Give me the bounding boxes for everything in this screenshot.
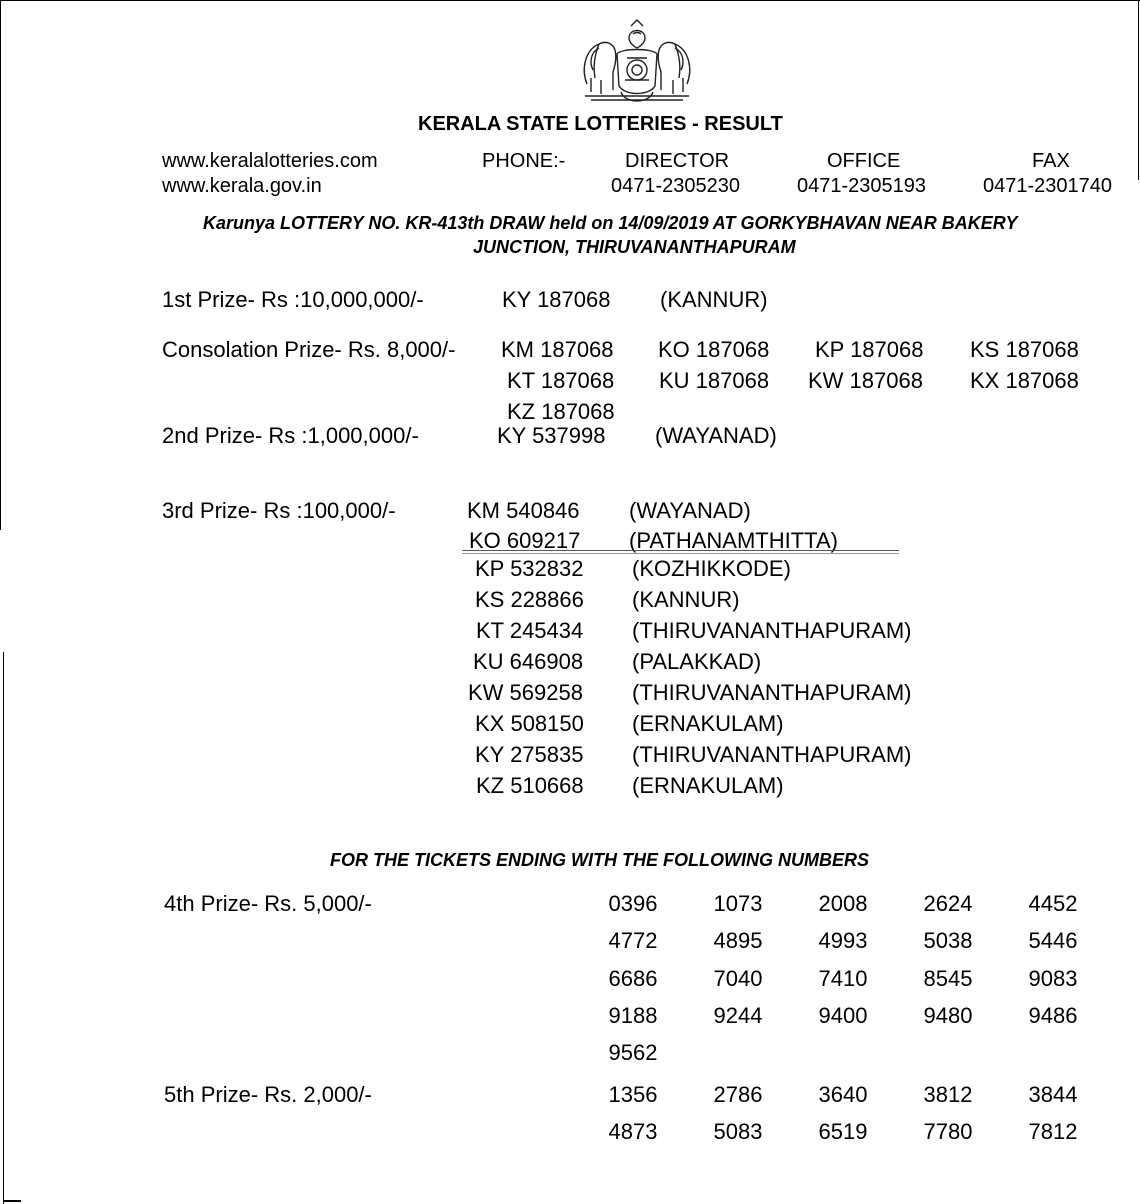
- consolation-ticket: KW 187068: [808, 368, 923, 393]
- ending-number: 3812: [923, 1082, 973, 1107]
- third-prize-ticket: KM 540846: [467, 498, 580, 523]
- ending-number: 2786: [713, 1082, 763, 1107]
- ending-number: 6519: [818, 1119, 868, 1145]
- first-prize-label: 1st Prize- Rs :10,000,000/-: [162, 287, 424, 312]
- third-prize-ticket: KW 569258: [468, 680, 583, 705]
- draw-info-line-1: Karunya LOTTERY NO. KR-413th DRAW held on 14/09/2019 AT GORKYBHAVAN NEAR BAKERY: [203, 213, 1018, 233]
- director-phone: 0471-2305230: [611, 175, 741, 197]
- page-border-left: [0, 0, 1, 530]
- ending-number: 9188: [608, 1002, 658, 1028]
- consolation-ticket: KX 187068: [970, 368, 1079, 393]
- ending-number: 4452: [1028, 891, 1078, 916]
- second-prize-place: (WAYANAD): [655, 423, 777, 448]
- ending-number: 2008: [818, 891, 868, 916]
- consolation-ticket: KZ 187068: [507, 399, 615, 424]
- ending-number: 9400: [818, 1002, 868, 1028]
- third-prize-place: (KOZHIKKODE): [632, 556, 791, 581]
- second-prize-ticket: KY 537998: [497, 423, 606, 448]
- divider-line: [462, 550, 899, 554]
- office-label: OFFICE: [827, 150, 901, 172]
- fax-label: FAX: [1032, 150, 1070, 172]
- ending-number: 9562: [608, 1040, 658, 1066]
- third-prize-label: 3rd Prize- Rs :100,000/-: [162, 498, 396, 523]
- third-prize-place: (ERNAKULAM): [632, 711, 784, 736]
- third-prize-ticket: KY 275835: [475, 742, 584, 767]
- consolation-ticket: KP 187068: [815, 337, 924, 362]
- first-prize-place: (KANNUR): [660, 287, 768, 312]
- director-label: DIRECTOR: [625, 150, 730, 172]
- kerala-emblem-icon: [577, 14, 697, 110]
- ending-number: 2624: [923, 891, 973, 916]
- ending-number: 4993: [818, 928, 868, 954]
- endings-heading: FOR THE TICKETS ENDING WITH THE FOLLOWING NUMBERS: [330, 850, 869, 870]
- ending-number: 1073: [713, 891, 763, 916]
- page-border-top: [0, 0, 1140, 1]
- phone-label: PHONE:-: [482, 150, 566, 172]
- page-border-corner: [3, 1200, 21, 1202]
- page-title: KERALA STATE LOTTERIES - RESULT: [418, 113, 783, 135]
- ending-number: 9480: [923, 1002, 973, 1028]
- ending-number: 9083: [1028, 965, 1078, 991]
- third-prize-ticket: KP 532832: [475, 556, 584, 581]
- ending-number: 4772: [608, 928, 658, 954]
- ending-number: 5038: [923, 928, 973, 954]
- ending-number: 3640: [818, 1082, 868, 1107]
- draw-info-line-2: JUNCTION, THIRUVANANTHAPURAM: [473, 237, 796, 257]
- second-prize-label: 2nd Prize- Rs :1,000,000/-: [162, 423, 419, 448]
- ending-number: 9244: [713, 1002, 763, 1028]
- third-prize-ticket: KX 508150: [475, 711, 584, 736]
- fifth-prize-label: 5th Prize- Rs. 2,000/-: [164, 1082, 372, 1107]
- third-prize-place: (THIRUVANANTHAPURAM): [632, 618, 912, 643]
- fax-number: 0471-2301740: [983, 175, 1113, 197]
- consolation-ticket: KO 187068: [658, 337, 770, 362]
- ending-number: 8545: [923, 965, 973, 991]
- third-prize-ticket: KO 609217: [469, 528, 581, 553]
- third-prize-place: (THIRUVANANTHAPURAM): [632, 742, 912, 767]
- page-border-left-lower: [3, 652, 4, 1204]
- third-prize-place: (PALAKKAD): [632, 649, 762, 674]
- ending-number: 9486: [1028, 1002, 1078, 1028]
- third-prize-place: (WAYANAD): [629, 498, 751, 523]
- ending-number: 6686: [608, 965, 658, 991]
- third-prize-place: (THIRUVANANTHAPURAM): [632, 680, 912, 705]
- third-prize-ticket: KT 245434: [476, 618, 584, 643]
- ending-number: 4895: [713, 928, 763, 954]
- third-prize-ticket: KU 646908: [473, 649, 584, 674]
- third-prize-place: (KANNUR): [632, 587, 740, 612]
- ending-number: 0396: [608, 891, 658, 916]
- first-prize-ticket: KY 187068: [502, 287, 611, 312]
- ending-number: 7812: [1028, 1119, 1078, 1145]
- third-prize-place: (PATHANAMTHITTA): [629, 528, 838, 553]
- ending-number: 7410: [818, 965, 868, 991]
- consolation-ticket: KM 187068: [501, 337, 614, 362]
- ending-number: 3844: [1028, 1082, 1078, 1107]
- page-border-right: [1138, 0, 1139, 180]
- website-link-2[interactable]: www.kerala.gov.in: [162, 175, 322, 197]
- consolation-ticket: KU 187068: [659, 368, 770, 393]
- ending-number: 4873: [608, 1119, 658, 1145]
- consolation-prize-label: Consolation Prize- Rs. 8,000/-: [162, 337, 456, 362]
- ending-number: 7780: [923, 1119, 973, 1145]
- ending-number: 5446: [1028, 928, 1078, 954]
- third-prize-ticket: KS 228866: [475, 587, 584, 612]
- office-phone: 0471-2305193: [797, 175, 927, 197]
- ending-number: 5083: [713, 1119, 763, 1145]
- fourth-prize-label: 4th Prize- Rs. 5,000/-: [164, 891, 372, 916]
- third-prize-ticket: KZ 510668: [476, 773, 584, 798]
- consolation-ticket: KS 187068: [970, 337, 1079, 362]
- ending-number: 7040: [713, 965, 763, 991]
- third-prize-place: (ERNAKULAM): [632, 773, 784, 798]
- consolation-ticket: KT 187068: [507, 368, 615, 393]
- ending-number: 1356: [608, 1082, 658, 1107]
- website-link-1[interactable]: www.keralalotteries.com: [162, 150, 378, 172]
